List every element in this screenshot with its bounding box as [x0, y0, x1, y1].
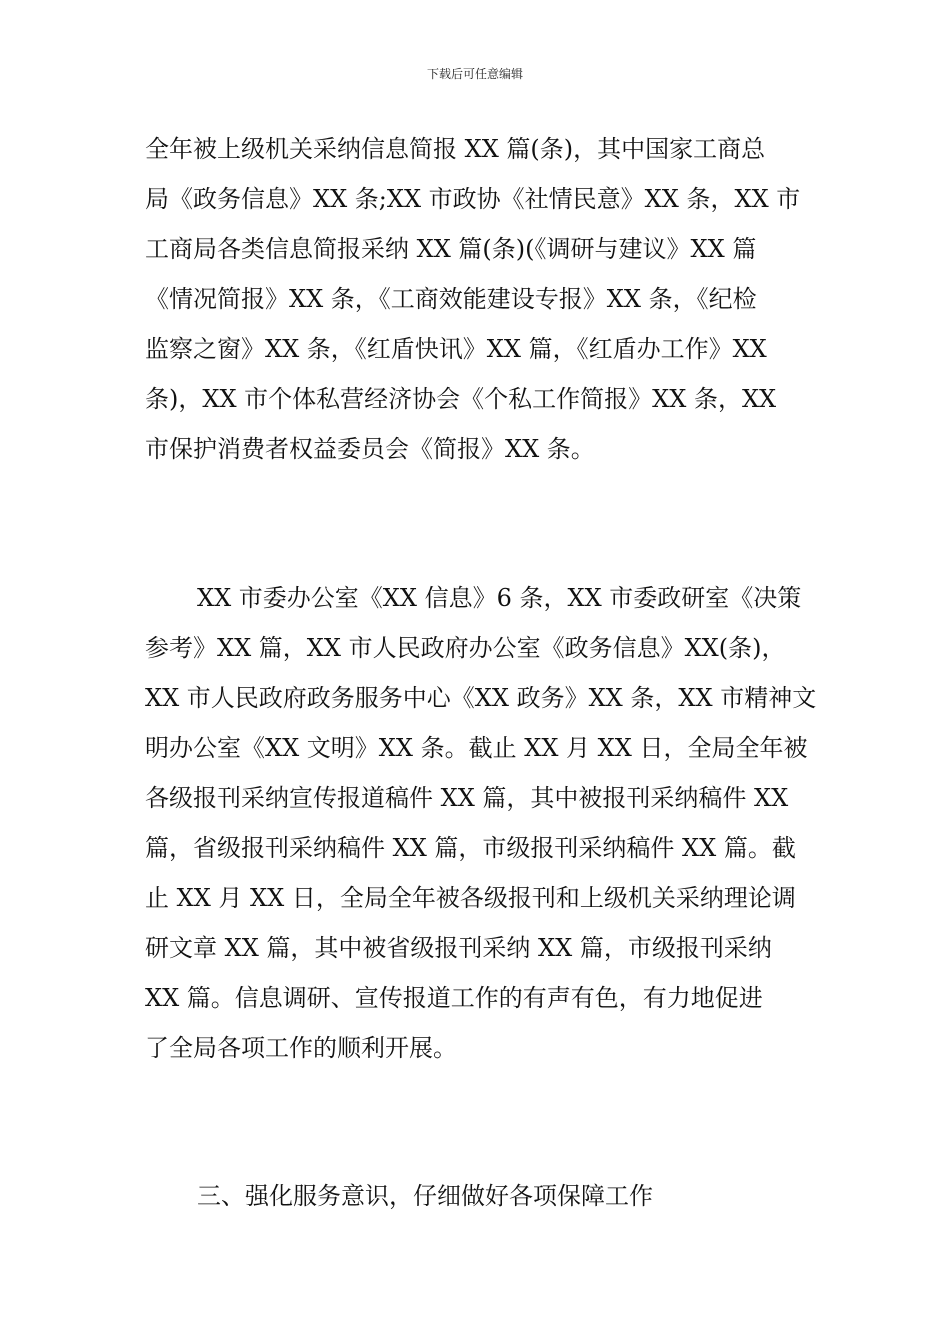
paragraph-line: XX 市委办公室《XX 信息》6 条，XX 市委政研室《决策 — [197, 584, 802, 612]
section-heading: 三、强化服务意识，仔细做好各项保障工作 — [197, 1182, 653, 1210]
paragraph-line: 《情况简报》XX 条，《工商效能建设专报》XX 条，《纪检 — [145, 285, 757, 313]
paragraph-line: 篇，省级报刊采纳稿件 XX 篇，市级报刊采纳稿件 XX 篇。截 — [145, 834, 796, 862]
paragraph-line: 止 XX 月 XX 日，全局全年被各级报刊和上级机关采纳理论调 — [145, 884, 796, 912]
paragraph-line: 市保护消费者权益委员会《简报》XX 条。 — [145, 435, 595, 463]
page-header: 下载后可任意编辑 — [426, 67, 523, 81]
paragraph-line: 明办公室《XX 文明》XX 条。截止 XX 月 XX 日，全局全年被 — [145, 734, 808, 762]
paragraph-line: 研文章 XX 篇，其中被省级报刊采纳 XX 篇，市级报刊采纳 — [145, 934, 772, 962]
paragraph-line: 工商局各类信息简报采纳 XX 篇(条)(《调研与建议》XX 篇 — [145, 235, 757, 263]
paragraph-line: 监察之窗》XX 条，《红盾快讯》XX 篇，《红盾办工作》XX — [145, 335, 767, 363]
paragraph-line: 各级报刊采纳宣传报道稿件 XX 篇，其中被报刊采纳稿件 XX — [145, 784, 789, 812]
paragraph-line: 全年被上级机关采纳信息简报 XX 篇(条)，其中国家工商总 — [145, 135, 766, 163]
paragraph-line: XX 篇。信息调研、宣传报道工作的有声有色，有力地促进 — [145, 984, 763, 1012]
paragraph-line: XX 市人民政府政务服务中心《XX 政务》XX 条，XX 市精神文 — [145, 684, 817, 712]
paragraph-line: 参考》XX 篇，XX 市人民政府办公室《政务信息》XX(条)， — [145, 634, 786, 662]
paragraph-line: 条)，XX 市个体私营经济协会《个私工作简报》XX 条，XX — [145, 385, 777, 413]
paragraph-line: 局《政务信息》XX 条;XX 市政协《社情民意》XX 条，XX 市 — [145, 185, 801, 213]
paragraph-line: 了全局各项工作的顺利开展。 — [145, 1034, 457, 1062]
